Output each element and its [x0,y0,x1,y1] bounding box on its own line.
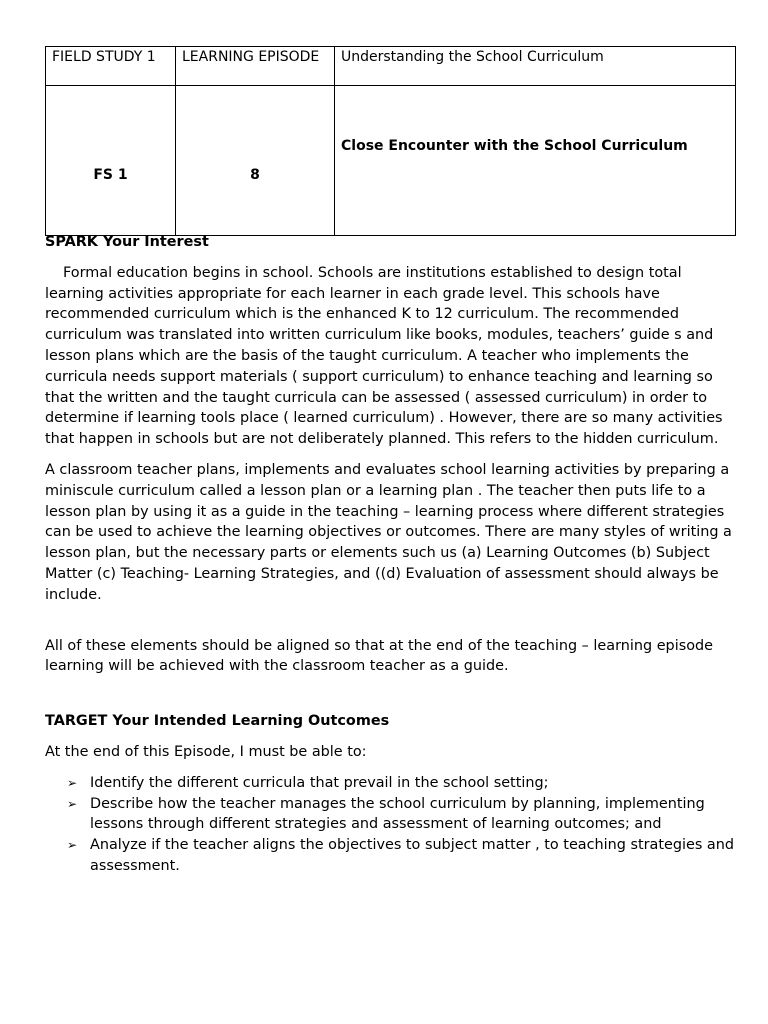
arrow-bullet-icon: ➢ [67,796,78,811]
topic-cell: Understanding the School Curriculum [335,47,736,86]
arrow-bullet-icon: ➢ [67,775,78,790]
fs-code: FS 1 [46,86,176,236]
episode-number: 8 [176,86,335,236]
learning-episode-cell: LEARNING EPISODE [176,47,335,86]
spark-paragraph-1: Formal education begins in school. Schools are institutions established to design total learning activities appropriate for each learner in each grade level. This schools have recommended curriculum which is the enhanced K to 12 curriculum. The recommended curriculum was translated into written curriculum like books, modules, teachers’ guide s and lesson plans which are the basis of the taught curriculum. A teacher who implements the curricula needs support materials ( support curriculum) to enhance teaching and learning so that the written and the taught curricula can be assessed ( assessed curriculum) in order to determine if learning tools place ( learned curriculum) . However, there are so many activities that happen in schools but are not deliberately planned. This refers to the hidden curriculum. [45,264,723,448]
outcome-text: Describe how the teacher manages the school curriculum by planning, implementing lessons through different strategies and assessment of learning outcomes; and [90,795,705,833]
target-intro: At the end of this Episode, I must be able to: [45,743,367,760]
header-row-values [46,86,736,236]
arrow-bullet-icon: ➢ [67,838,78,853]
outcomes-list [45,773,735,877]
field-study-cell: FIELD STUDY 1 [46,47,176,86]
list-item [45,835,735,877]
list-item [45,773,735,794]
episode-header-table [45,46,736,236]
spark-paragraph-2: A classroom teacher plans, implements and evaluates school learning activities by preparing a miniscule curriculum called a lesson plan or a learning plan . The teacher then puts life to a lesson plan by using it as a guide in the teaching – learning process where different strategies can be used to achieve the learning objectives or outcomes. There are many styles of writing a lesson plan, but the necessary parts or elements such us (a) Learning Outcomes (b) Subject Matter (c) Teaching- Learning Strategies, and ((d) Evaluation of assessment should always be include. [45,461,732,603]
spark-heading: SPARK Your Interest [45,234,209,250]
document-body [45,232,735,877]
outcome-text: Identify the different curricula that prevail in the school setting; [90,774,549,791]
outcome-text: Analyze if the teacher aligns the objectives to subject matter , to teaching strategies and assessment. [90,837,734,874]
episode-title: Close Encounter with the School Curriculum [335,86,736,236]
list-item [45,794,735,836]
spark-paragraph-3: All of these elements should be aligned so that at the end of the teaching – learning episode learning will be achieved with the classroom teacher as a guide. [45,637,713,675]
header-row-labels [46,47,736,86]
target-heading: TARGET Your Intended Learning Outcomes [45,713,390,730]
